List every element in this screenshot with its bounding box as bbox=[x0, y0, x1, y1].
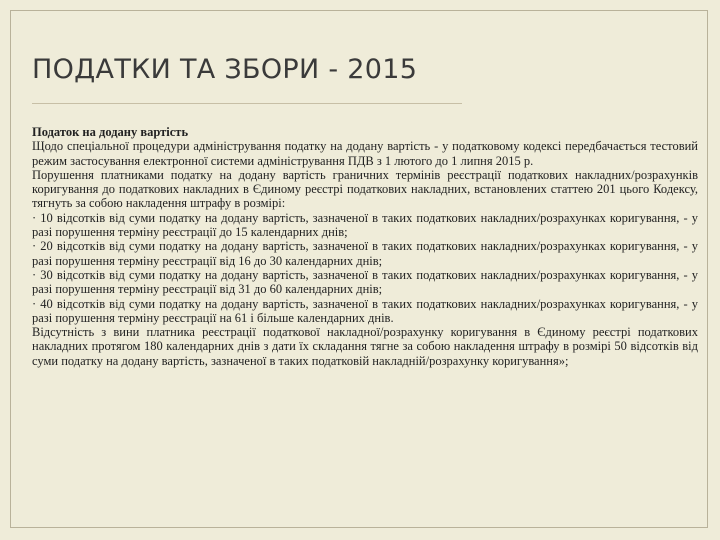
paragraph-penalty-intro: Порушення платниками податку на додану вартість граничних термінів реєстрації податкових накладних/розрахунків коригування до податкових накладних в Єдиному реєстрі податкових накладних, встановлених статтею 201 цього Кодексу, тягнуть за собою накладення штрафу в розмірі: bbox=[32, 167, 698, 211]
slide-title: ПОДАТКИ ТА ЗБОРИ - 2015 bbox=[32, 54, 418, 85]
paragraph-absence-registration: Відсутність з вини платника реєстрації податкової накладної/розрахунку коригування в Єдиному реєстрі податкових накладних протягом 180 календарних днів з дати їх складання тягне за собою накладення штрафу в розмірі 50 відсотків від суми податку на додану вартість, зазначеної в таких податковій накладній/розрахунку коригування»; bbox=[32, 325, 698, 368]
penalty-item-10-percent: · 10 відсотків від суми податку на додану вартість, зазначеної в таких податкових накладних/розрахунках коригування, - у разі порушення терміну реєстрації до 15 календарних днів; bbox=[32, 210, 698, 240]
penalty-item-40-percent: · 40 відсотків від суми податку на додану вартість, зазначеної в таких податкових накладних/розрахунках коригування, - у разі порушення терміну реєстрації на 61 і більше календарних днів. bbox=[32, 296, 698, 325]
section-heading: Податок на додану вартість bbox=[32, 125, 189, 139]
penalty-item-30-percent: · 30 відсотків від суми податку на додану вартість, зазначеної в таких податкових накладних/розрахунках коригування, - у разі порушення терміну реєстрації від 31 до 60 календарних днів; bbox=[32, 267, 698, 297]
paragraph-electronic-system: Щодо спеціальної процедури адміністрування податку на додану вартість - у податковому кодексі передбачається тестовий режим застосування електронної системи адміністрування ПДВ з 1 лютого до 1 липня 2015 р. bbox=[32, 139, 698, 168]
slide-body-text bbox=[32, 125, 698, 368]
penalty-item-20-percent: · 20 відсотків від суми податку на додану вартість, зазначеної в таких податкових накладних/розрахунках коригування, - у разі порушення терміну реєстрації від 16 до 30 календарних днів; bbox=[32, 239, 698, 268]
title-underline bbox=[32, 103, 462, 104]
